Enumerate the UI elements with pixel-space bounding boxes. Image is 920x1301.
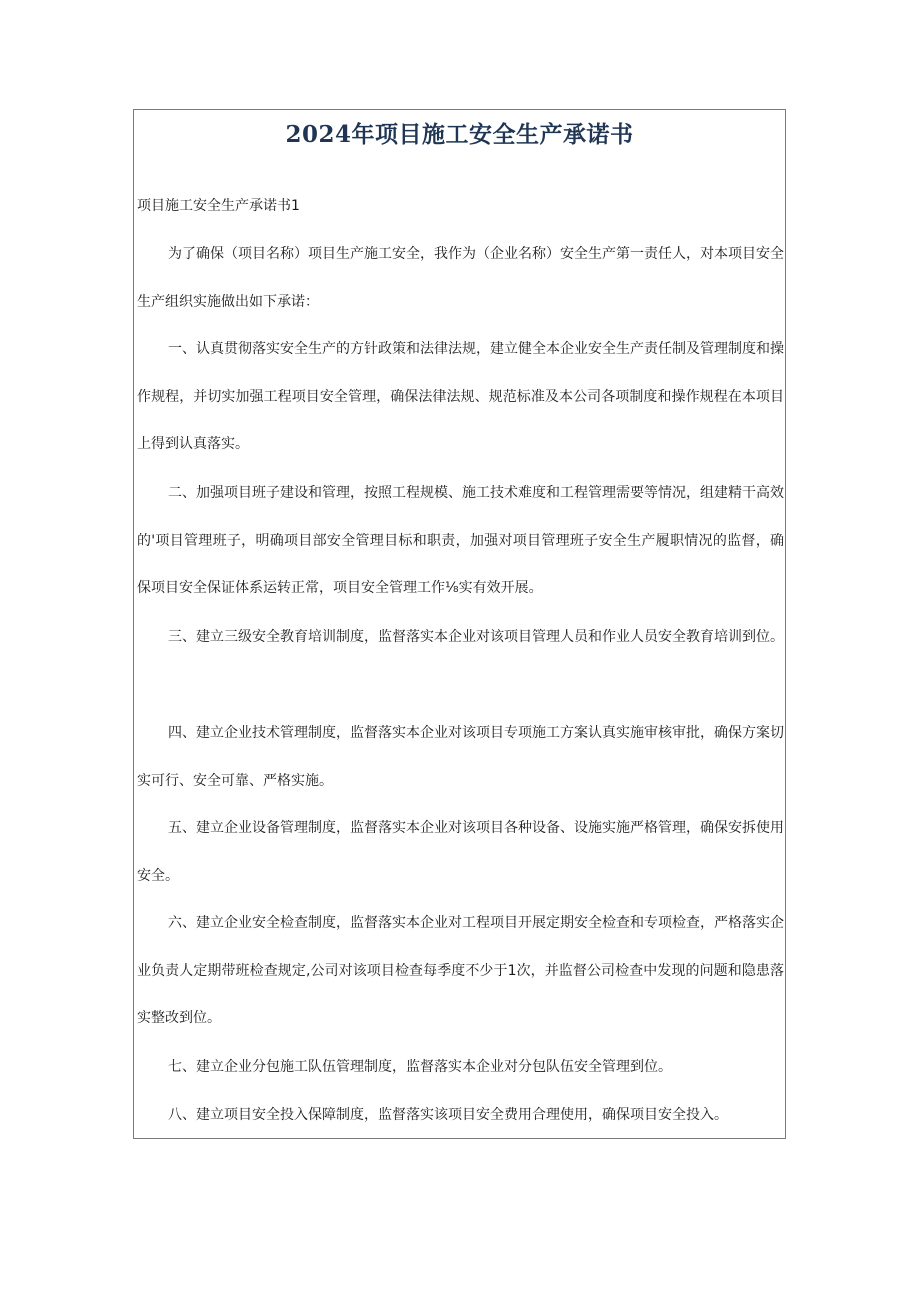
paragraph-item-2: 二、加强项目班子建设和管理，按照工程规模、施工技术难度和工程管理需要等情况，组建精干高效的'项目管理班子，明确项目部安全管理目标和职责，加强对项目管理班子安全生产履职情况的监督，确保项目安全保证体系运转正常，项目安全管理工作⅛实有效开展。 — [137, 485, 784, 596]
paragraph-item-4: 四、建立企业技术管理制度，监督落实本企业对该项目专项施工方案认真实施审核审批，确保方案切实可行、安全可靠、严格实施。 — [137, 725, 784, 789]
paragraph-item-7: 七、建立企业分包施工队伍管理制度，监督落实本企业对分包队伍安全管理到位。 — [168, 1059, 672, 1075]
paragraph-intro: 为了确保（项目名称）项目生产施工安全，我作为（企业名称）安全生产第一责任人，对本项目安全生产组织实施做出如下承诺： — [137, 246, 784, 310]
document-frame — [133, 109, 786, 1139]
document-subtitle: 项目施工安全生产承诺书1 — [137, 198, 300, 214]
paragraph-item-6: 六、建立企业安全检查制度，监督落实本企业对工程项目开展定期安全检查和专项检查，严格落实企业负责人定期带班检查规定,公司对该项目检查每季度不少于1次，并监督公司检查中发现的问题和隐患落实整改到位。 — [137, 915, 784, 1026]
paragraph-item-5: 五、建立企业设备管理制度，监督落实本企业对该项目各种设备、设施实施严格管理，确保安拆使用安全。 — [137, 820, 784, 884]
paragraph-item-1: 一、认真贯彻落实安全生产的方针政策和法律法规，建立健全本企业安全生产责任制及管理制度和操作规程，并切实加强工程项目安全管理，确保法律法规、规范标准及本公司各项制度和操作规程在本项目上得到认真落实。 — [137, 341, 784, 452]
paragraph-item-3: 三、建立三级安全教育培训制度，监督落实本企业对该项目管理人员和作业人员安全教育培训到位。 — [168, 629, 784, 645]
document-title: 2024年项目施工安全生产承诺书 — [285, 121, 634, 148]
paragraph-item-8: 八、建立项目安全投入保障制度，监督落实该项目安全费用合理使用，确保项目安全投入。 — [168, 1107, 728, 1123]
